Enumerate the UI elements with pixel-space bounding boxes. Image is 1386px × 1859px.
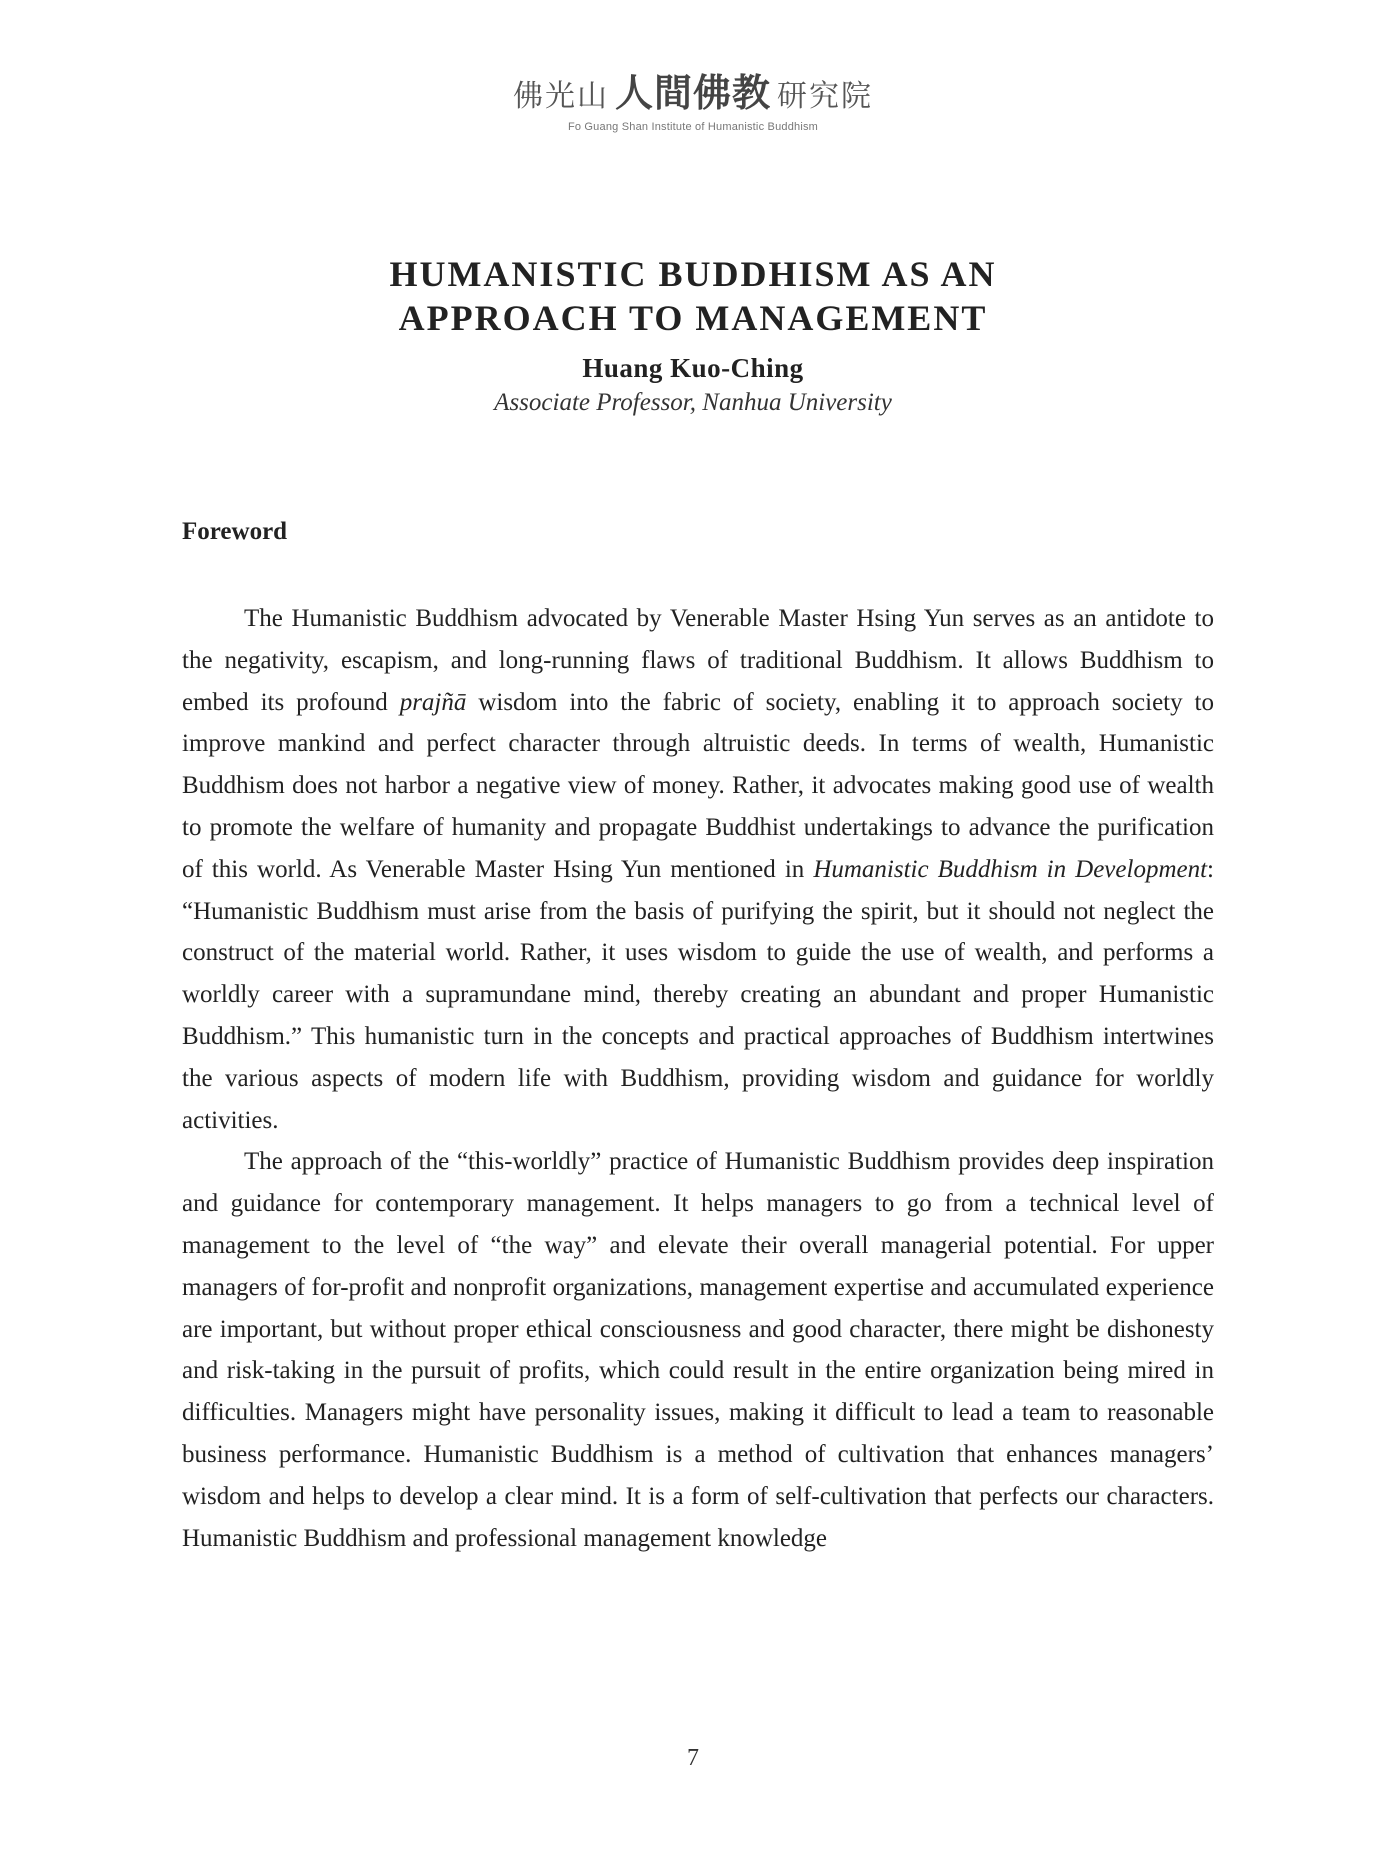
paper-title-line-1: HUMANISTIC BUDDHISM AS AN bbox=[389, 254, 997, 294]
header-cn-left: 佛光山 bbox=[512, 79, 609, 114]
term-prajna: prajñā bbox=[399, 688, 467, 716]
paragraph-1 bbox=[182, 598, 1214, 1141]
institute-name-chinese bbox=[0, 62, 1386, 117]
institute-name-english: Fo Guang Shan Institute of Humanistic Buddhism bbox=[567, 121, 819, 133]
body-text bbox=[182, 598, 1214, 1559]
paragraph-2: The approach of the “this-worldly” practice of Humanistic Buddhism provides deep inspiration and guidance for contemporary management. It helps managers to go from a technical level of management to the level of “the way” and elevate their overall managerial potential. For upper managers of for-profit and nonprofit organizations, management expertise and accumulated experience are important, but without proper ethical consciousness and good character, there might be dishonesty and risk-taking in the pursuit of profits, which could result in the entire organization being mired in difficulties. Managers might have personality issues, making it difficult to lead a team to reasonable business performance. Humanistic Buddhism is a method of cultivation that enhances managers’ wisdom and helps to develop a clear mind. It is a form of self-cultivation that perfects our characters. Humanistic Buddhism and professional management knowledge bbox=[182, 1148, 1214, 1552]
book-title: Humanistic Buddhism in Development bbox=[813, 855, 1208, 883]
paragraph-1-part-c: wisdom into the fabric of society, enabling it to approach society to improve mankind and perfect character through altruistic deeds. In terms of wealth, Humanistic Buddhism does not harbor a negative view of money. Rather, it advocates making good use of wealth to promote the welfare of humanity and propagate Buddhist undertakings to advance the purification of this world. As Venerable Master Hsing Yun mentioned in bbox=[182, 688, 1214, 883]
author-affiliation: Associate Professor, Nanhua University bbox=[494, 389, 892, 416]
paragraph-1-part-e: : “Humanistic Buddhism must arise from the basis of purifying the spirit, but it should not neglect the construct of the material world. Rather, it uses wisdom to guide the use of wealth, and performs a worldly career with a supramundane mind, thereby creating an abundant and proper Humanistic Buddhism.” This humanistic turn in the concepts and practical approaches of Buddhism intertwines the various aspects of modern life with Buddhism, providing wisdom and guidance for worldly activities. bbox=[182, 855, 1214, 1134]
author-name: Huang Kuo-Ching bbox=[582, 353, 804, 383]
page-number: 7 bbox=[687, 1745, 699, 1771]
title-block bbox=[0, 252, 1386, 420]
section-heading: Foreword bbox=[182, 518, 288, 545]
paragraph-1-part-a: The Humanistic Buddhism advocated by Venerable Master Hsing Yun serves as an antidote to the negativity, escapism, and long-running flaws of traditional Buddhism. It allows Buddhism to embed its profound bbox=[182, 605, 1214, 716]
header-cn-calligraphy: 人間佛教 bbox=[614, 70, 771, 115]
header-cn-right: 研究院 bbox=[777, 79, 873, 114]
paper-title-line-2: APPROACH TO MANAGEMENT bbox=[398, 298, 988, 338]
running-header bbox=[0, 62, 1386, 133]
